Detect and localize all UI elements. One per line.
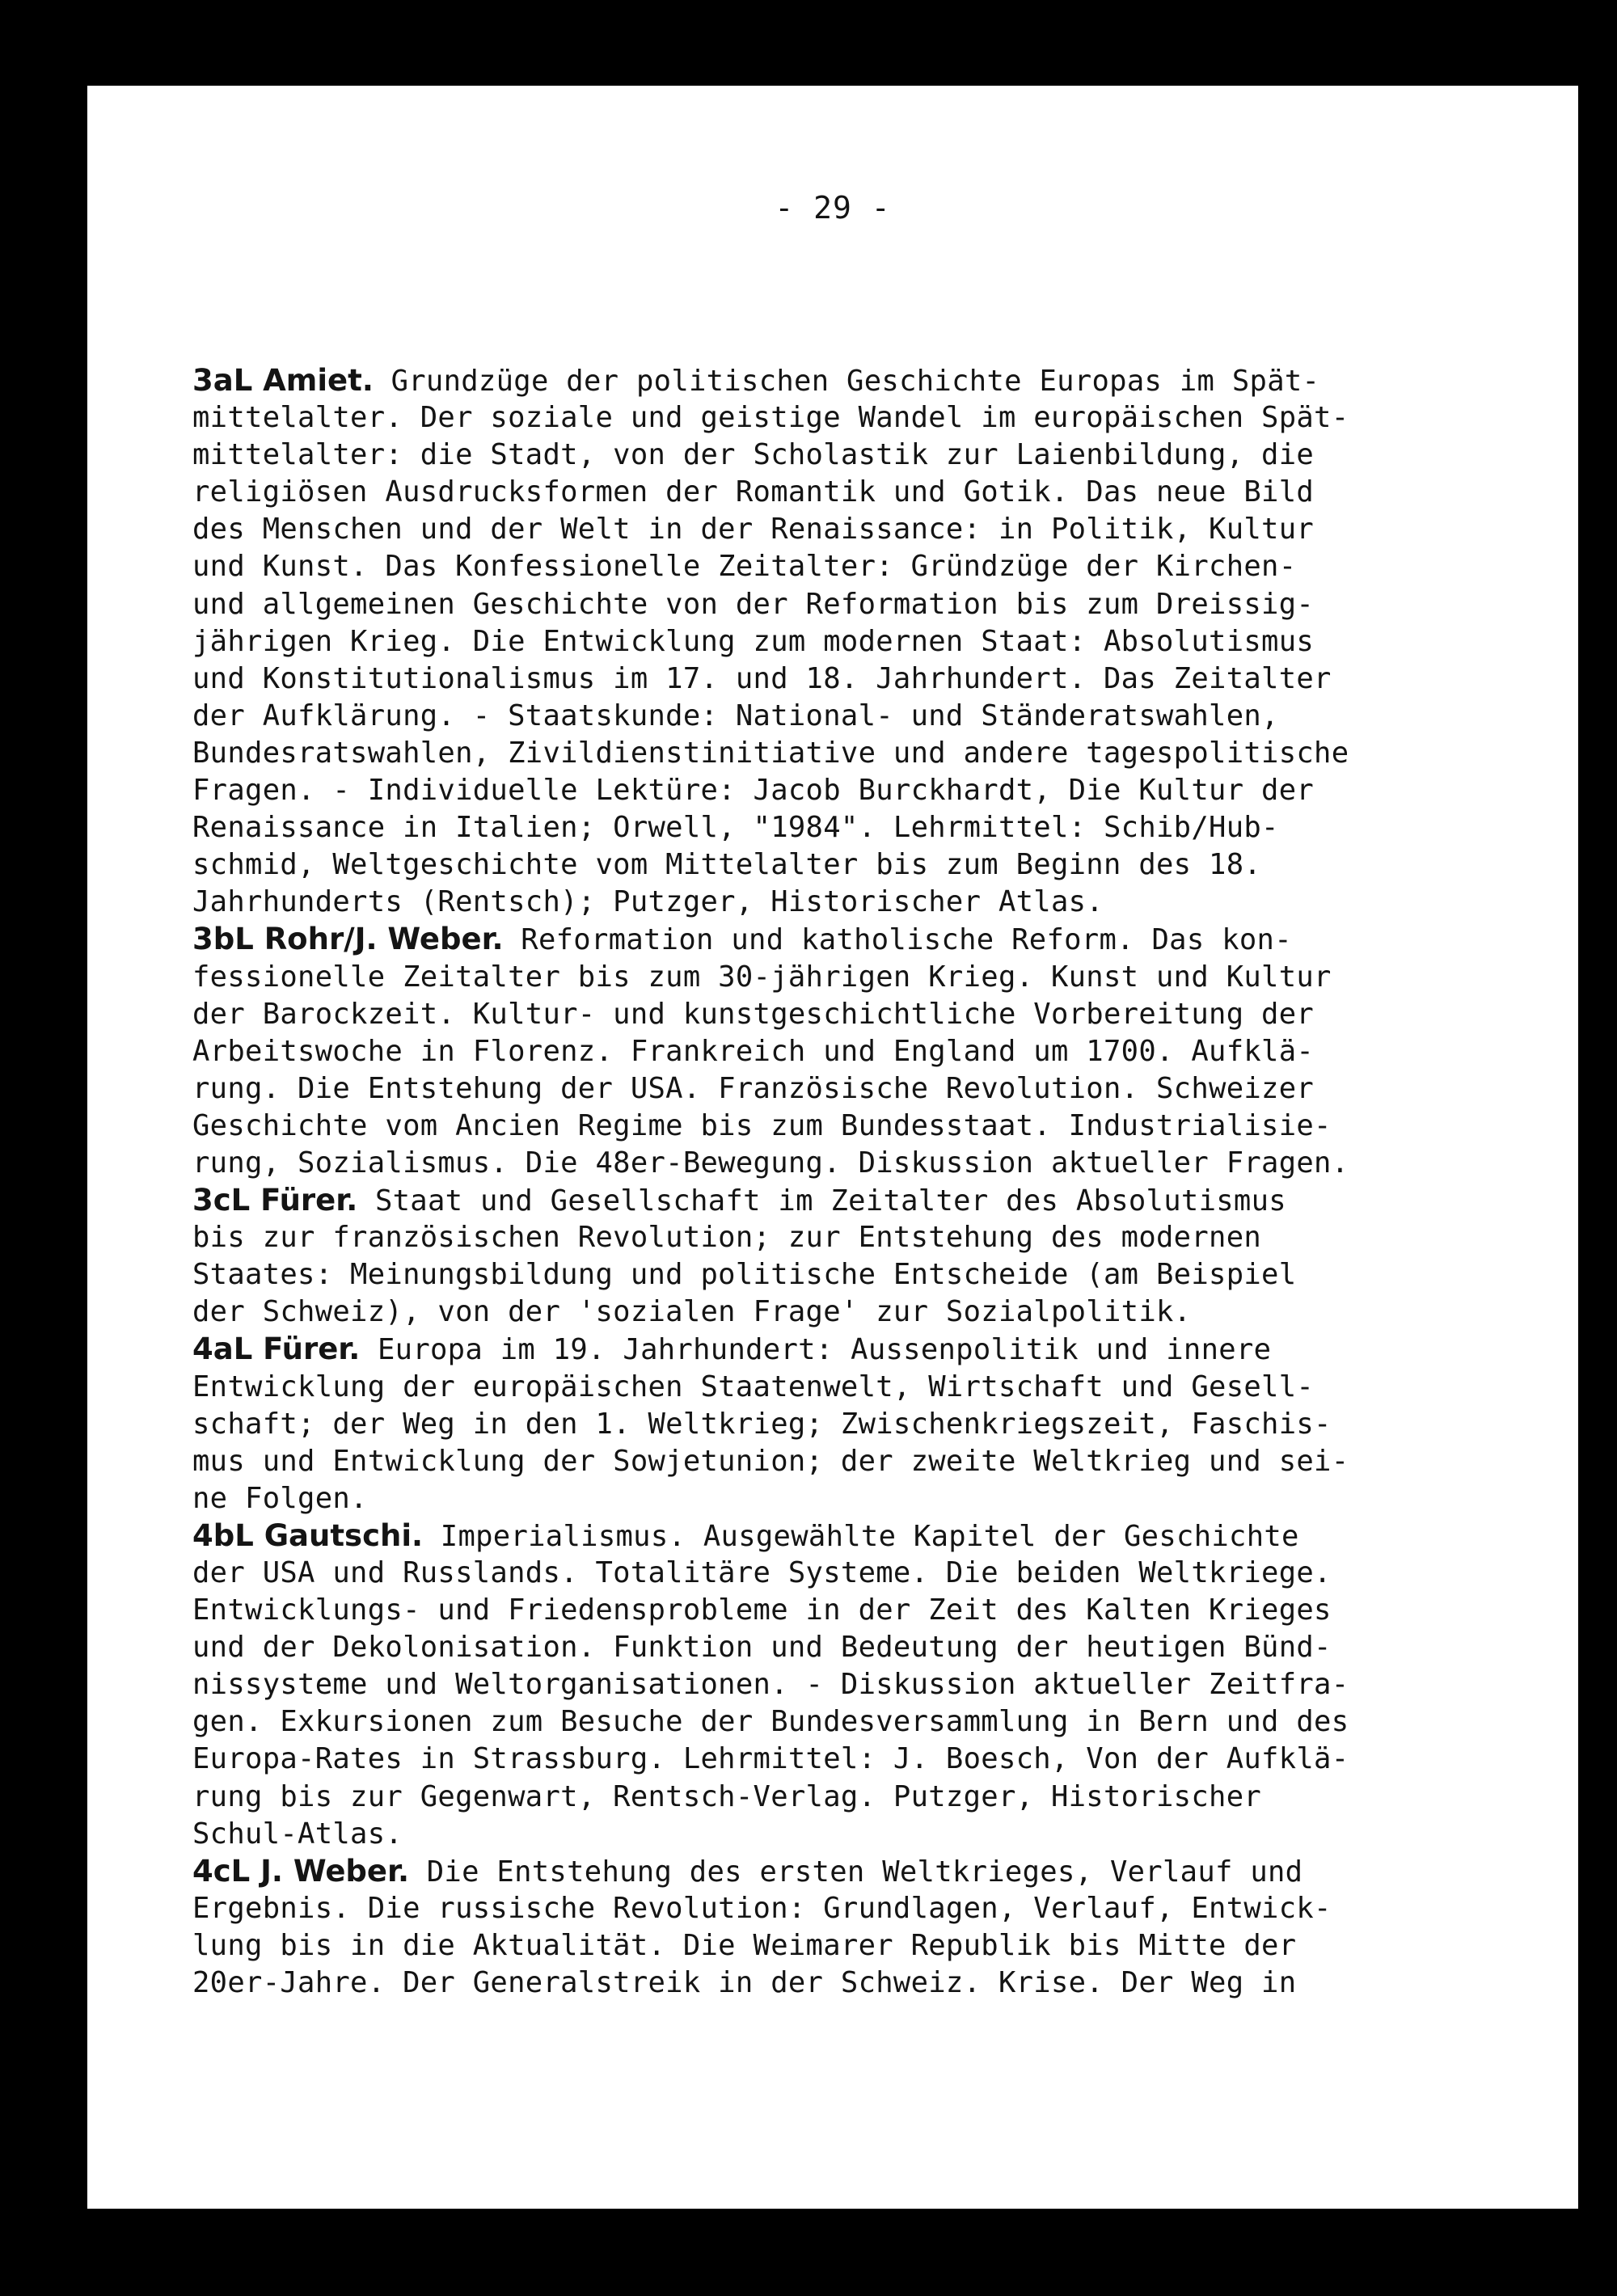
entry-first-line <box>192 1517 1518 1555</box>
entry-line: schmid, Weltgeschichte vom Mittelalter bis zum Beginn des 18. <box>192 848 1262 882</box>
course-label: 4aL Fürer. <box>192 1332 361 1367</box>
entry-line: mittelalter. Der soziale und geistige Wandel im europäischen Spät- <box>192 401 1349 435</box>
entry-line: rung bis zur Gegenwart, Rentsch-Verlag. Putzger, Historischer <box>192 1779 1262 1813</box>
entry-line: des Menschen und der Welt in der Renaissance: in Politik, Kultur <box>192 513 1315 547</box>
entry-line: lung bis in die Aktualität. Die Weimarer Republik bis Mitte der <box>192 1928 1297 1962</box>
entry-line: Entwicklung der europäischen Staatenwelt, Wirtschaft und Gesell- <box>192 1370 1315 1403</box>
entry-line: der Schweiz), von der 'sozialen Frage' zur Sozialpolitik. <box>192 1295 1192 1329</box>
course-entry-3al <box>192 362 1518 921</box>
entry-line: fessionelle Zeitalter bis zum 30-jährigen Krieg. Kunst und Kultur <box>192 960 1332 994</box>
entry-line: rung. Die Entstehung der USA. Französische Revolution. Schweizer <box>192 1071 1315 1105</box>
entry-line: mus und Entwicklung der Sowjetunion; der zweite Weltkrieg und sei- <box>192 1444 1349 1478</box>
entry-line: Schul-Atlas. <box>192 1817 403 1851</box>
entry-line: bis zur französischen Revolution; zur Entstehung des modernen <box>192 1221 1262 1255</box>
entry-line: der Barockzeit. Kultur- und kunstgeschichtliche Vorbereitung der <box>192 997 1315 1031</box>
course-entry-4cl <box>192 1853 1518 2002</box>
document-page <box>87 86 1578 2209</box>
course-entry-3bl <box>192 921 1518 1182</box>
entry-text: Grundzüge der politischen Geschichte Europas im Spät- <box>373 365 1320 398</box>
entry-line: nissysteme und Weltorganisationen. - Diskussion aktueller Zeitfra- <box>192 1668 1349 1702</box>
entry-line: 20er-Jahre. Der Generalstreik in der Schweiz. Krise. Der Weg in <box>192 1966 1297 2000</box>
course-label: 4bL Gautschi. <box>192 1517 424 1553</box>
entry-first-line <box>192 362 1518 399</box>
entry-line: Geschichte vom Ancien Regime bis zum Bundesstaat. Industrialisie- <box>192 1108 1332 1142</box>
entry-line: Bundesratswahlen, Zivildienstinitiative und andere tagespolitische <box>192 736 1349 770</box>
entry-text: Staat und Gesellschaft im Zeitalter des Absolutismus <box>357 1184 1286 1218</box>
entry-line: Renaissance in Italien; Orwell, "1984". Lehrmittel: Schib/Hub- <box>192 811 1279 845</box>
page-number: - 29 - <box>775 190 891 226</box>
course-label: 4cL J. Weber. <box>192 1853 410 1889</box>
entry-line: gen. Exkursionen zum Besuche der Bundesversammlung in Bern und des <box>192 1705 1349 1739</box>
entry-line: jährigen Krieg. Die Entwicklung zum modernen Staat: Absolutismus <box>192 624 1315 658</box>
entry-text: Imperialismus. Ausgewählte Kapitel der Geschichte <box>423 1519 1299 1553</box>
entry-text: Reformation und katholische Reform. Das kon- <box>503 923 1292 957</box>
entry-text: Europa im 19. Jahrhundert: Aussenpolitik und innere <box>360 1333 1272 1367</box>
entry-line: und der Dekolonisation. Funktion und Bedeutung der heutigen Bünd- <box>192 1631 1332 1665</box>
entry-line: Fragen. - Individuelle Lektüre: Jacob Burckhardt, Die Kultur der <box>192 774 1315 808</box>
entry-line: Staates: Meinungsbildung und politische Entscheide (am Beispiel <box>192 1258 1297 1292</box>
entry-line: und allgemeinen Geschichte von der Reformation bis zum Dreissig- <box>192 587 1315 621</box>
entry-first-line <box>192 1182 1518 1219</box>
entry-line: Arbeitswoche in Florenz. Frankreich und England um 1700. Aufklä- <box>192 1034 1315 1068</box>
entry-line: Europa-Rates in Strassburg. Lehrmittel: J. Boesch, Von der Aufklä- <box>192 1742 1349 1776</box>
entry-line: mittelalter: die Stadt, von der Scholastik zur Laienbildung, die <box>192 438 1315 472</box>
entry-line: und Kunst. Das Konfessionelle Zeitalter: Gründzüge der Kirchen- <box>192 550 1297 584</box>
entry-text: Die Entstehung des ersten Weltkrieges, Verlauf und <box>409 1855 1303 1889</box>
course-entry-4al <box>192 1331 1518 1517</box>
entry-line: schaft; der Weg in den 1. Weltkrieg; Zwischenkriegszeit, Faschis- <box>192 1407 1332 1441</box>
course-label: 3bL Rohr/J. Weber. <box>192 922 504 957</box>
course-label: 3cL Fürer. <box>192 1183 358 1218</box>
course-entry-4bl <box>192 1517 1518 1853</box>
entry-line: religiösen Ausdrucksformen der Romantik und Gotik. Das neue Bild <box>192 475 1315 509</box>
entry-line: rung, Sozialismus. Die 48er-Bewegung. Diskussion aktueller Fragen. <box>192 1146 1349 1180</box>
entry-first-line <box>192 1853 1518 1890</box>
course-entry-3cl <box>192 1182 1518 1331</box>
document-body <box>192 362 1518 2002</box>
entry-line: Ergebnis. Die russische Revolution: Grundlagen, Verlauf, Entwick- <box>192 1891 1332 1925</box>
entry-line: Jahrhunderts (Rentsch); Putzger, Historischer Atlas. <box>192 885 1104 919</box>
entry-line: Entwicklungs- und Friedensprobleme in der Zeit des Kalten Krieges <box>192 1593 1332 1627</box>
entry-line: und Konstitutionalismus im 17. und 18. Jahrhundert. Das Zeitalter <box>192 661 1332 695</box>
entry-first-line <box>192 921 1518 958</box>
entry-first-line <box>192 1331 1518 1368</box>
course-label: 3aL Amiet. <box>192 363 374 398</box>
entry-line: der USA und Russlands. Totalitäre Systeme. Die beiden Weltkriege. <box>192 1556 1332 1589</box>
entry-line: der Aufklärung. - Staatskunde: National- und Ständeratswahlen, <box>192 699 1279 732</box>
entry-line: ne Folgen. <box>192 1481 368 1515</box>
